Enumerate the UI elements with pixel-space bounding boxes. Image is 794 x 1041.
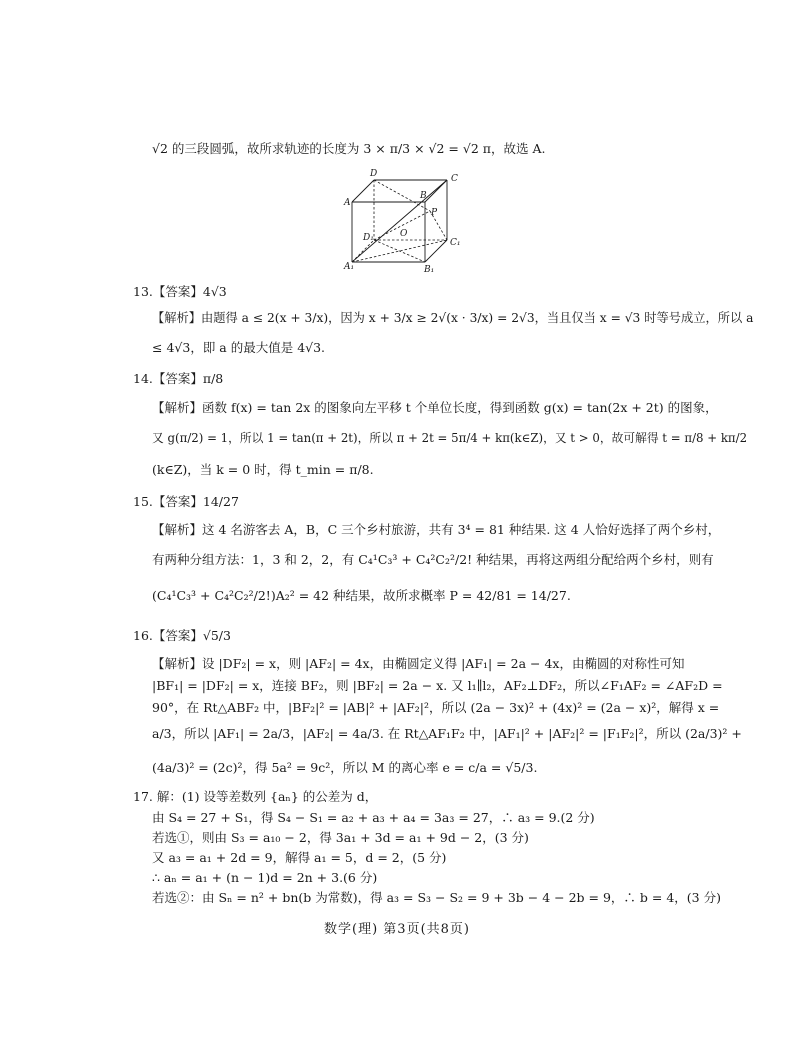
- vertex-label-5: O: [400, 229, 408, 239]
- answer-16: 16.【答案】√5/3: [133, 628, 231, 643]
- edge-AD: [352, 180, 374, 202]
- analysis-16-line-4: a/3，所以 |AF₁| = 2a/3，|AF₂| = 4a/3. 在 Rt△AF₁F₂ 中，|AF₁|² + |AF₂|² = |F₁F₂|²，所以 (2a/3)² +: [152, 726, 742, 741]
- vertex-label-0: D: [370, 169, 378, 179]
- analysis-13-line-1: 【解析】由题得 a ≤ 2(x + 3/x)，因为 x + 3/x ≥ 2√(x · 3/x) = 2√3，当且仅当 x = √3 时等号成立，所以 a: [152, 311, 754, 325]
- vertex-label-2: B: [420, 191, 427, 201]
- solution-17-line-6: 若选②：由 Sₙ = n² + bn(b 为常数)，得 a₃ = S₃ − S₂ = 9 + 3b − 4 − 2b = 9，∴ b = 4，(3 分): [152, 890, 721, 905]
- solution-17-line-3: 若选①，则由 S₃ = a₁₀ − 2，得 3a₁ + 3d = a₁ + 9d − 2，(3 分): [152, 830, 529, 845]
- cube-figure: [330, 166, 480, 274]
- analysis-14-line-3: (k∈Z)，当 k = 0 时，得 t_min = π/8.: [152, 462, 374, 477]
- analysis-16-line-1: 【解析】设 |DF₂| = x，则 |AF₂| = 4x，由椭圆定义得 |AF₁| = 2a − 4x，由椭圆的对称性可知: [152, 656, 685, 671]
- vertex-label-8: A₁: [344, 262, 355, 272]
- vertex-label-4: P: [431, 208, 438, 218]
- vertex-label-1: A: [344, 198, 351, 208]
- solution-17-line-4: 又 a₃ = a₁ + 2d = 9，解得 a₁ = 5，d = 2，(5 分): [152, 850, 447, 865]
- answer-14: 14.【答案】π/8: [133, 371, 224, 386]
- answer-13: 13.【答案】4√3: [133, 284, 227, 299]
- analysis-14-line-2: 又 g(π/2) = 1，所以 1 = tan(π + 2t)，所以 π + 2t = 5π/4 + kπ(k∈Z)，又 t > 0，故可解得 t = π/8 + kπ/2: [152, 431, 748, 445]
- analysis-16-line-3: 90°，在 Rt△ABF₂ 中，|BF₂|² = |AB|² + |AF₂|²，所以 (2a − 3x)² + (4x)² = (2a − x)²，解得 x =: [152, 700, 720, 715]
- page-footer: 数学(理) 第3页(共8页): [324, 922, 470, 937]
- diagonal-A1C: [352, 180, 447, 262]
- vertex-label-7: C₁: [450, 238, 461, 248]
- intro-line: √2 的三段圆弧，故所求轨迹的长度为 3 × π/3 × √2 = √2 π，故选 A.: [152, 141, 546, 156]
- analysis-16-line-2: |BF₁| = |DF₂| = x，连接 BF₂，则 |BF₂| = 2a − x. 又 l₁∥l₂，AF₂⊥DF₂，所以∠F₁AF₂ = ∠AF₂D =: [152, 678, 723, 693]
- answer-15: 15.【答案】14/27: [133, 494, 239, 509]
- vertex-label-3: C: [451, 174, 458, 184]
- edge-B1C1: [425, 240, 447, 262]
- solution-17-line-1: 17. 解：(1) 设等差数列 {aₙ} 的公差为 d，: [133, 789, 378, 804]
- analysis-15-line-3: (C₄¹C₃³ + C₄²C₂²/2!)A₂² = 42 种结果，故所求概率 P = 42/81 = 14/27.: [152, 588, 571, 603]
- analysis-13-line-2: ≤ 4√3，即 a 的最大值是 4√3.: [152, 340, 326, 355]
- segment-D1B1: [374, 240, 425, 262]
- analysis-14-line-1: 【解析】函数 f(x) = tan 2x 的图象向左平移 t 个单位长度，得到函数 g(x) = tan(2x + 2t) 的图象，: [152, 400, 718, 415]
- analysis-15-line-2: 有两种分组方法：1，3 和 2，2，有 C₄¹C₃³ + C₄²C₂²/2! 种结果，再将这两组分配给两个乡村，则有: [152, 552, 714, 567]
- edge-A1D1-hidden: [352, 240, 374, 262]
- solution-17-line-5: ∴ aₙ = a₁ + (n − 1)d = 2n + 3.(6 分): [152, 870, 378, 885]
- vertex-label-9: B₁: [424, 265, 435, 274]
- vertex-label-6: D₁: [363, 233, 374, 243]
- analysis-15-line-1: 【解析】这 4 名游客去 A，B，C 三个乡村旅游，共有 3⁴ = 81 种结果. 这 4 人恰好选择了两个乡村，: [152, 522, 721, 537]
- analysis-16-line-5: (4a/3)² = (2c)²，得 5a² = 9c²，所以 M 的离心率 e = c/a = √5/3.: [152, 760, 538, 775]
- solution-17-line-2: 由 S₄ = 27 + S₁，得 S₄ − S₁ = a₂ + a₃ + a₄ = 3a₃ = 27，∴ a₃ = 9.(2 分): [152, 810, 595, 825]
